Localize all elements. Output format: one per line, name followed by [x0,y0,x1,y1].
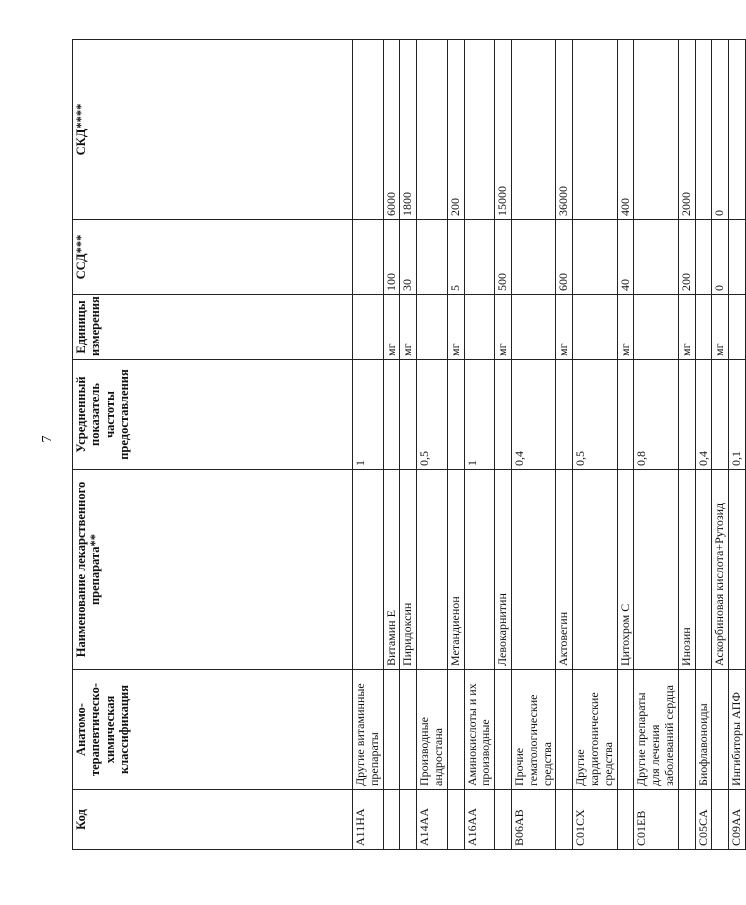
cell-units [511,295,555,360]
cell-drug-name [417,470,448,670]
table-row [617,40,634,850]
cell-frequency [678,360,695,470]
cell-code [556,790,573,850]
cell-code: C01CX [573,790,617,850]
cell-units [634,295,678,360]
cell-atc-class: Биофлавоноиды [695,670,712,790]
cell-skd [417,40,448,220]
cell-drug-name [464,470,495,670]
cell-frequency [447,360,464,470]
table-row [353,40,384,850]
cell-drug-name [353,470,384,670]
header-units: Единицы измерения [73,295,353,360]
rotated-page-content [72,40,744,850]
cell-drug-name [634,470,678,670]
cell-code: A11HA [353,790,384,850]
cell-code: A14AA [417,790,448,850]
cell-code: A16AA [464,790,495,850]
cell-ssd: 100 [383,220,400,295]
cell-atc-class: Прочие гематологические средства [511,670,555,790]
cell-atc-class [712,670,729,790]
cell-atc-class [556,670,573,790]
table-row [729,40,746,850]
cell-drug-name: Метандиенон [447,470,464,670]
cell-atc-class [447,670,464,790]
cell-atc-class [678,670,695,790]
header-drug-name: Наименование лекарственного препарата** [73,470,353,670]
cell-units [464,295,495,360]
cell-code: C09AA [729,790,746,850]
cell-code [617,790,634,850]
table-row [511,40,555,850]
cell-frequency [495,360,512,470]
cell-units: мг [447,295,464,360]
cell-drug-name: Аскорбиновая кислота+Рутозид [712,470,729,670]
cell-ssd: 30 [400,220,417,295]
cell-skd: 400 [617,40,634,220]
cell-ssd [695,220,712,295]
cell-skd: 2000 [678,40,695,220]
cell-drug-name [729,470,746,670]
cell-ssd [417,220,448,295]
table-row [417,40,448,850]
cell-drug-name [511,470,555,670]
cell-drug-name [695,470,712,670]
cell-ssd: 40 [617,220,634,295]
cell-units [353,295,384,360]
cell-drug-name: Инозин [678,470,695,670]
cell-ssd: 5 [447,220,464,295]
table-row [695,40,712,850]
cell-drug-name [573,470,617,670]
cell-frequency: 1 [464,360,495,470]
cell-ssd [511,220,555,295]
cell-ssd: 200 [678,220,695,295]
cell-ssd: 0 [712,220,729,295]
table-row [400,40,417,850]
cell-frequency: 1 [353,360,384,470]
cell-units [729,295,746,360]
cell-drug-name: Пиридоксин [400,470,417,670]
cell-drug-name: Актовегин [556,470,573,670]
cell-code [447,790,464,850]
cell-skd: 200 [447,40,464,220]
cell-units [695,295,712,360]
cell-atc-class: Другие витаминные препараты [353,670,384,790]
table-row [678,40,695,850]
cell-code [678,790,695,850]
cell-skd [573,40,617,220]
cell-frequency [556,360,573,470]
cell-units [573,295,617,360]
cell-frequency: 0,5 [573,360,617,470]
cell-frequency: 0,4 [695,360,712,470]
cell-frequency: 0,4 [511,360,555,470]
table-row [383,40,400,850]
header-ssd: ССД*** [73,220,353,295]
cell-drug-name: Цитохром С [617,470,634,670]
header-frequency: Усредненный показатель частоты предоставления [73,360,353,470]
cell-ssd [464,220,495,295]
cell-code: B06AB [511,790,555,850]
cell-frequency: 0,1 [729,360,746,470]
cell-code: C01EB [634,790,678,850]
cell-code: C05CA [695,790,712,850]
cell-skd [695,40,712,220]
cell-ssd: 600 [556,220,573,295]
cell-skd [511,40,555,220]
table-row [634,40,678,850]
cell-drug-name: Левокарнитин [495,470,512,670]
cell-drug-name: Витамин Е [383,470,400,670]
cell-skd [353,40,384,220]
cell-units: мг [400,295,417,360]
cell-frequency [617,360,634,470]
drug-table [72,39,746,850]
header-atc-classification: Анатомо-терапевтическо-химическая классификация [73,670,353,790]
cell-frequency: 0,8 [634,360,678,470]
header-code: Код [73,790,353,850]
cell-atc-class [400,670,417,790]
cell-code [400,790,417,850]
cell-skd: 36000 [556,40,573,220]
table-row [464,40,495,850]
cell-units: мг [495,295,512,360]
cell-units: мг [556,295,573,360]
cell-units [417,295,448,360]
cell-atc-class: Другие препараты для лечения заболеваний сердца [634,670,678,790]
cell-skd [634,40,678,220]
cell-frequency [400,360,417,470]
table-row [712,40,729,850]
cell-skd [464,40,495,220]
cell-atc-class [617,670,634,790]
cell-skd: 0 [712,40,729,220]
cell-ssd [353,220,384,295]
table-row [495,40,512,850]
cell-skd: 1800 [400,40,417,220]
cell-skd: 15000 [495,40,512,220]
cell-code [495,790,512,850]
cell-atc-class: Аминокислоты и их производные [464,670,495,790]
cell-frequency [712,360,729,470]
cell-atc-class: Производные андростана [417,670,448,790]
cell-units: мг [712,295,729,360]
table-header-row [73,40,353,850]
cell-ssd [729,220,746,295]
table-row [447,40,464,850]
cell-units: мг [678,295,695,360]
cell-atc-class: Другие кардиотонические средства [573,670,617,790]
cell-atc-class [383,670,400,790]
cell-atc-class [495,670,512,790]
cell-frequency [383,360,400,470]
cell-units: мг [617,295,634,360]
cell-code [383,790,400,850]
cell-skd: 6000 [383,40,400,220]
table-row [556,40,573,850]
header-skd: СКД**** [73,40,353,220]
table-row [573,40,617,850]
cell-ssd [634,220,678,295]
cell-ssd [573,220,617,295]
cell-frequency: 0,5 [417,360,448,470]
cell-ssd: 500 [495,220,512,295]
cell-units: мг [383,295,400,360]
cell-atc-class: Ингибиторы АПФ [729,670,746,790]
cell-code [712,790,729,850]
page-number: 7 [40,435,55,443]
cell-skd [729,40,746,220]
